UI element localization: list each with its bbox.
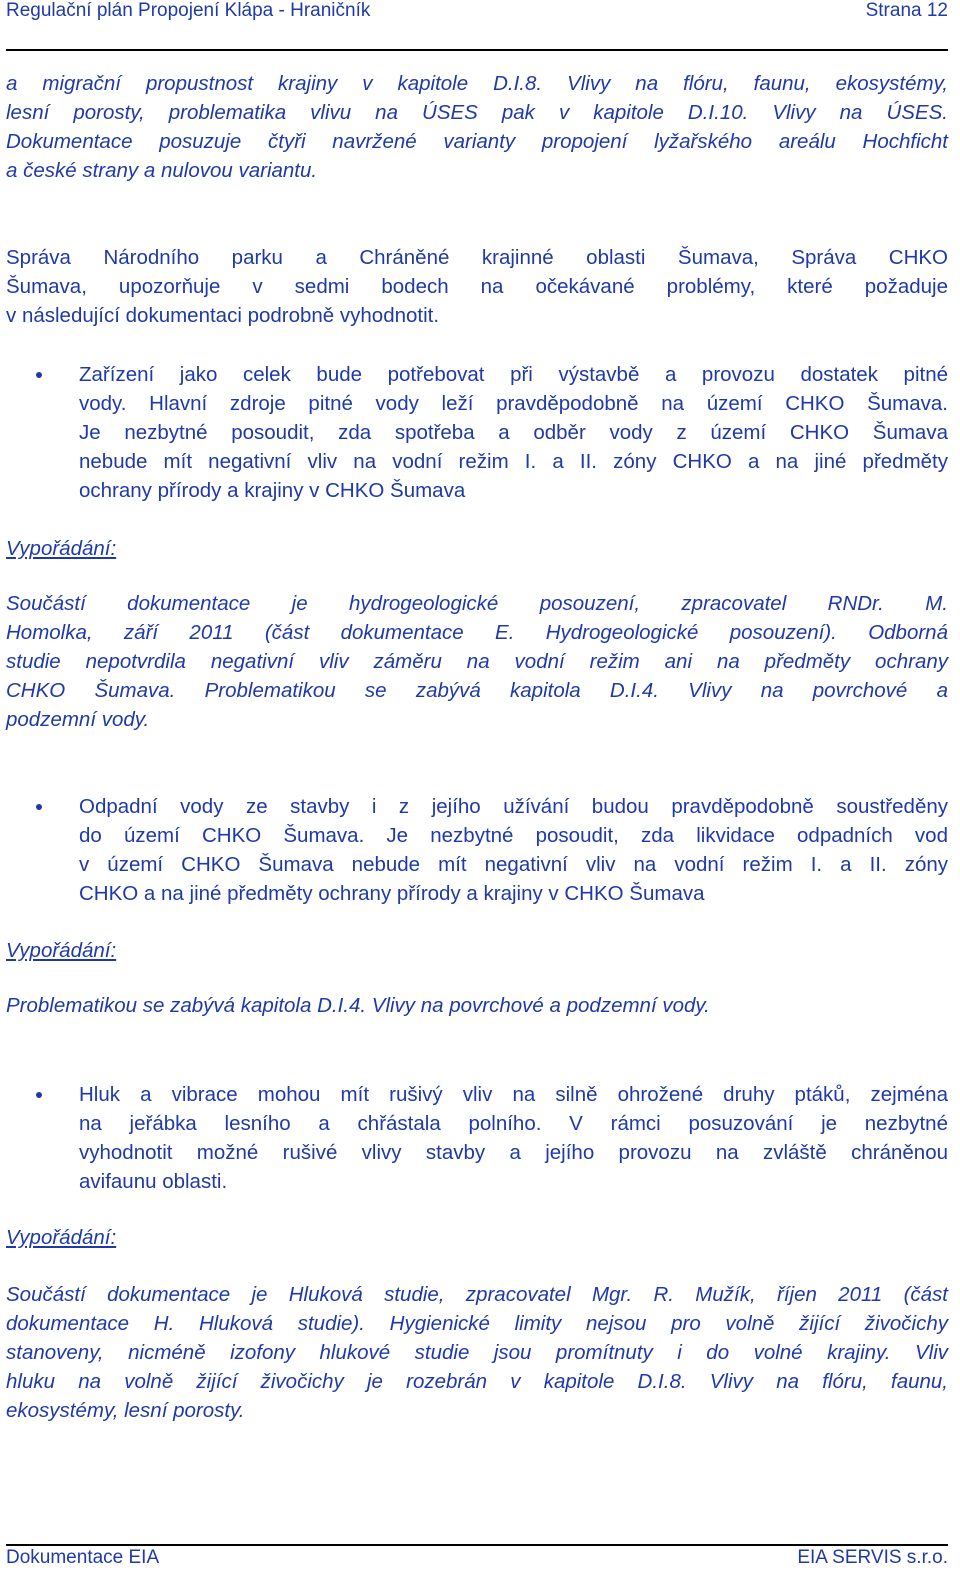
bullet-item: [6, 1080, 948, 1196]
response-heading: Vypořádání:: [6, 537, 117, 560]
response-line: hluku na volně žijící živočichy je rozebrán v kapitole D.I.8. Vlivy na flóru, faunu,: [6, 1370, 948, 1393]
response-line: studie nepotvrdila negativní vliv záměru na vodní režim ani na předměty ochrany: [6, 650, 948, 673]
intro-line: Dokumentace posuzuje čtyři navržené varianty propojení lyžařského areálu Hochficht: [6, 130, 948, 153]
bullet-line: CHKO a na jiné předměty ochrany přírody a krajiny v CHKO Šumava: [79, 882, 705, 905]
bullet-text: [79, 1080, 948, 1196]
page-footer: [6, 1547, 948, 1579]
footer-rule: [6, 1544, 948, 1546]
intro-line: lesní porosty, problematika vlivu na ÚSES pak v kapitole D.I.10. Vlivy na ÚSES.: [6, 101, 948, 124]
response-heading: Vypořádání:: [6, 1226, 117, 1249]
response-line: Homolka, září 2011 (část dokumentace E. Hydrogeologické posouzení). Odborná: [6, 621, 948, 644]
sprava-line: v následující dokumentaci podrobně vyhodnotit.: [6, 304, 440, 327]
bullet-line: Hluk a vibrace mohou mít rušivý vliv na silně ohrožené druhy ptáků, zejména: [79, 1083, 948, 1106]
response-line: dokumentace H. Hluková studie). Hygienické limity nejsou pro volně žijící živočichy: [6, 1312, 948, 1335]
response-paragraph: [6, 589, 948, 734]
response-line: Součástí dokumentace je hydrogeologické posouzení, zpracovatel RNDr. M.: [6, 592, 948, 615]
bullet-text: [79, 792, 948, 908]
bullet-line: nebude mít negativní vliv na vodní režim I. a II. zóny CHKO a na jiné předměty: [79, 450, 948, 473]
bullet-line: vody. Hlavní zdroje pitné vody leží pravděpodobně na území CHKO Šumava.: [79, 392, 948, 415]
sprava-line: Správa Národního parku a Chráněné krajinné oblasti Šumava, Správa CHKO: [6, 246, 948, 269]
response-line: podzemní vody.: [6, 708, 150, 731]
bullet-item: [6, 360, 948, 505]
sprava-paragraph: [6, 243, 948, 330]
bullet-icon: [36, 372, 42, 378]
response-line: CHKO Šumava. Problematikou se zabývá kapitola D.I.4. Vlivy na povrchové a: [6, 679, 948, 702]
response-line: ekosystémy, lesní porosty.: [6, 1399, 245, 1422]
bullet-line: Je nezbytné posoudit, zda spotřeba a odběr vody z území CHKO Šumava: [79, 421, 948, 444]
page-number: Strana 12: [865, 0, 948, 21]
intro-line: a migrační propustnost krajiny v kapitole D.I.8. Vlivy na flóru, faunu, ekosystémy,: [6, 72, 948, 95]
response-paragraph: [6, 1280, 948, 1425]
response-line: stanoveny, nicméně izofony hlukové studie jsou promítnuty i do volné krajiny. Vliv: [6, 1341, 948, 1364]
response-paragraph: [6, 991, 948, 1020]
intro-paragraph: [6, 69, 948, 185]
document-title: Regulační plán Propojení Klápa - Hraničník: [6, 0, 371, 21]
response-heading: Vypořádání:: [6, 939, 117, 962]
bullet-line: ochrany přírody a krajiny v CHKO Šumava: [79, 479, 466, 502]
bullet-line: Odpadní vody ze stavby i z jejího užívání budou pravděpodobně soustředěny: [79, 795, 948, 818]
footer-document-label: Dokumentace EIA: [6, 1547, 160, 1568]
bullet-line: avifaunu oblasti.: [79, 1170, 228, 1193]
bullet-line: do území CHKO Šumava. Je nezbytné posoudit, zda likvidace odpadních vod: [79, 824, 948, 847]
bullet-line: v území CHKO Šumava nebude mít negativní vliv na vodní režim I. a II. zóny: [79, 853, 948, 876]
bullet-line: vyhodnotit možné rušivé vlivy stavby a jejího provozu na zvláště chráněnou: [79, 1141, 948, 1164]
bullet-text: [79, 360, 948, 505]
intro-line: a české strany a nulovou variantu.: [6, 159, 318, 182]
bullet-item: [6, 792, 948, 908]
response-line: Problematikou se zabývá kapitola D.I.4. Vlivy na povrchové a podzemní vody.: [6, 994, 710, 1017]
page-header: [6, 0, 948, 30]
footer-company-label: EIA SERVIS s.r.o.: [797, 1547, 948, 1568]
bullet-icon: [36, 1092, 42, 1098]
bullet-line: na jeřábka lesního a chřástala polního. V rámci posuzování je nezbytné: [79, 1112, 948, 1135]
bullet-icon: [36, 804, 42, 810]
response-line: Součástí dokumentace je Hluková studie, zpracovatel Mgr. R. Mužík, říjen 2011 (část: [6, 1283, 948, 1306]
header-rule: [6, 49, 948, 51]
bullet-line: Zařízení jako celek bude potřebovat při výstavbě a provozu dostatek pitné: [79, 363, 948, 386]
sprava-line: Šumava, upozorňuje v sedmi bodech na očekávané problémy, které požaduje: [6, 275, 948, 298]
